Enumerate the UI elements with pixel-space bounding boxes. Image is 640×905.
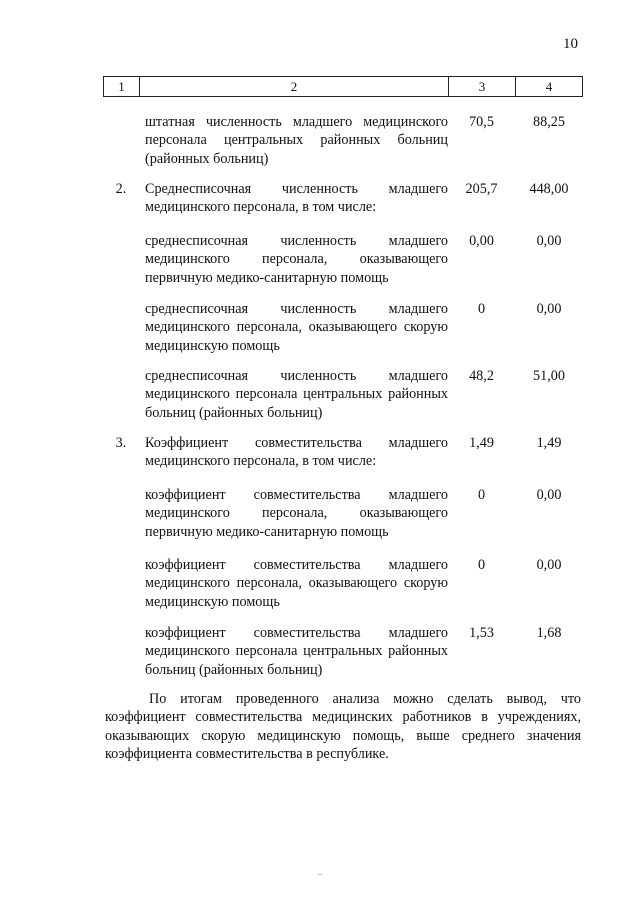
table-header-cell: 4 bbox=[515, 77, 583, 96]
row-description: коэффициент совместительства младшего медицинского персонала, оказывающего первичную медико-санитарную помощь bbox=[145, 487, 448, 540]
row-value-col3: 1,53 bbox=[469, 625, 494, 641]
row-value-col4: 448,00 bbox=[529, 181, 569, 197]
row-number: 3. bbox=[115, 435, 127, 451]
footer-tick bbox=[318, 874, 322, 875]
row-value-col3: 0 bbox=[477, 557, 486, 573]
row-description: Среднесписочная численность младшего медицинского персонала, в том числе: bbox=[145, 181, 448, 216]
row-value-col3: 0,00 bbox=[469, 233, 494, 249]
row-value-col3: 48,2 bbox=[469, 368, 494, 384]
row-value-col3: 70,5 bbox=[469, 114, 494, 130]
row-value-col3: 0 bbox=[477, 301, 486, 317]
row-description: штатная численность младшего медицинского персонала центральных районных больниц (районных больниц) bbox=[145, 114, 448, 167]
table-header-row bbox=[103, 76, 583, 97]
row-description: Коэффициент совместительства младшего медицинского персонала, в том числе: bbox=[145, 435, 448, 470]
row-number: 2. bbox=[115, 181, 127, 197]
row-value-col4: 51,00 bbox=[533, 368, 565, 384]
table-header-cell: 2 bbox=[139, 77, 448, 96]
row-value-col4: 0,00 bbox=[536, 301, 562, 317]
row-value-col4: 88,25 bbox=[533, 114, 565, 130]
row-description: коэффициент совместительства младшего медицинского персонала центральных районных больниц (районных больниц) bbox=[145, 625, 448, 678]
row-value-col4: 0,00 bbox=[536, 557, 562, 573]
page-number: 10 bbox=[563, 36, 578, 52]
row-description: среднесписочная численность младшего медицинского персонала, оказывающего скорую медицинскую помощь bbox=[145, 301, 448, 354]
row-value-col4: 1,49 bbox=[536, 435, 562, 451]
table-header-cell: 1 bbox=[103, 77, 139, 96]
row-value-col3: 1,49 bbox=[469, 435, 494, 451]
row-value-col3: 205,7 bbox=[465, 181, 498, 197]
row-value-col4: 0,00 bbox=[536, 487, 562, 503]
row-description: коэффициент совместительства младшего медицинского персонала, оказывающего скорую медицинскую помощь bbox=[145, 557, 448, 610]
table-header-cell: 3 bbox=[448, 77, 515, 96]
conclusion-paragraph: По итогам проведенного анализа можно сделать вывод, что коэффициент совместительства медицинских работников в учреждениях, оказывающих скорую медицинскую помощь, выше среднего значения коэффициента совместительства в республике. bbox=[105, 691, 581, 762]
row-value-col4: 1,68 bbox=[536, 625, 562, 641]
row-value-col3: 0 bbox=[477, 487, 486, 503]
row-value-col4: 0,00 bbox=[536, 233, 562, 249]
row-description: среднесписочная численность младшего медицинского персонала, оказывающего первичную медико-санитарную помощь bbox=[145, 233, 448, 286]
row-description: среднесписочная численность младшего медицинского персонала центральных районных больниц (районных больниц) bbox=[145, 368, 448, 421]
